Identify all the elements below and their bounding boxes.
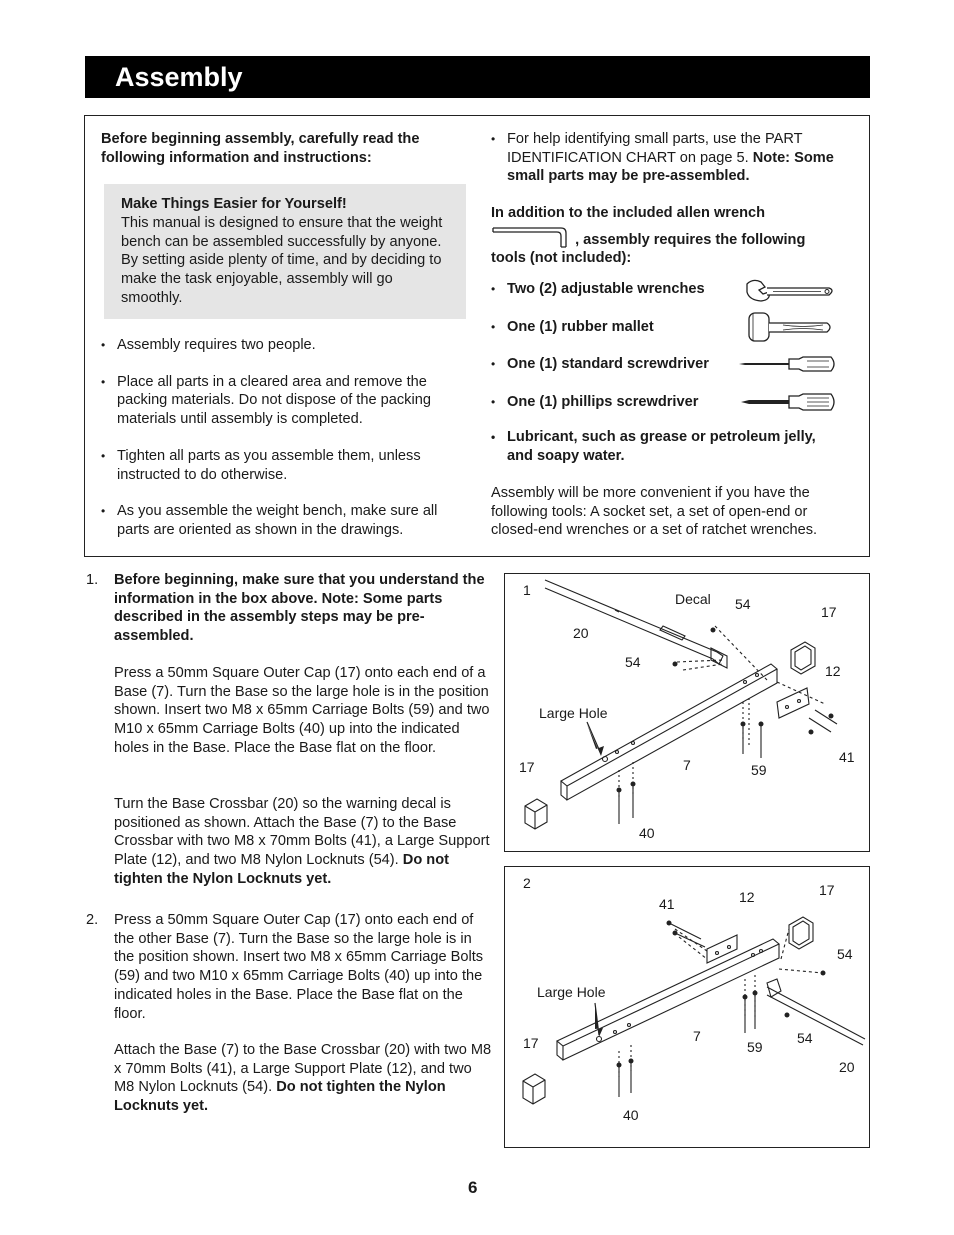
callout-label: 59: [747, 1039, 763, 1055]
tools-intro: [491, 204, 836, 268]
parts-chart-note: • For help identifying small parts, use the PART IDENTIFICATION CHART on page 5. Note: Some small parts may be pre-assembled.: [491, 131, 834, 185]
list-item: • Place all parts in a cleared area and remove the packing materials. Do not dispose of the packing materials until assembly is completed.: [101, 373, 466, 429]
callout-label: Large Hole: [539, 705, 608, 721]
callout-label: 40: [639, 825, 655, 841]
tool-item: • Two (2) adjustable wrenches: [491, 278, 841, 302]
diagram-2-drawing: [505, 867, 869, 1147]
tip-panel: [104, 184, 466, 319]
tool-label: Two (2) adjustable wrenches: [507, 281, 705, 297]
instructions-box: [84, 115, 870, 557]
tool-label: One (1) phillips screwdriver: [507, 394, 699, 410]
callout-label: 12: [825, 663, 841, 679]
figure-number: 2: [523, 875, 531, 891]
callout-label: 41: [839, 749, 855, 765]
left-bullet-list: [101, 336, 466, 540]
assembly-diagram-1: [504, 573, 870, 852]
step-number: 1.: [86, 572, 99, 588]
assembly-diagram-2: [504, 866, 870, 1148]
callout-label: 54: [735, 596, 751, 612]
allen-wrench-icon: [491, 223, 571, 249]
phillips-screwdriver-icon: [739, 391, 837, 413]
adjustable-wrench-icon: [743, 278, 835, 304]
rubber-mallet-icon: [743, 310, 835, 344]
tip-body: This manual is designed to ensure that the weight bench can be assembled successfully by anyone. By setting aside plenty of time, and by deciding to make the task enjoyable, assembly will go smoothly.: [121, 215, 443, 306]
callout-label: 12: [739, 889, 755, 905]
figure-number: 1: [523, 582, 531, 598]
lubricant-text: Lubricant, such as grease or petroleum jelly, and soapy water.: [507, 429, 816, 464]
list-item: • Assembly requires two people.: [101, 336, 466, 355]
callout-label: 17: [821, 604, 837, 620]
parts-chart-bold: Note: Some small parts may be pre-assembled.: [507, 149, 834, 185]
list-item: • As you assemble the weight bench, make sure all parts are oriented as shown in the drawings.: [101, 502, 466, 539]
step-1-p2-text: Turn the Base Crossbar (20) so the warning decal is positioned as shown. Attach the Base (7) to the Base Crossbar with two M8 x 70mm Bolts (41), a Large Support Plate (12), and two M8 Nylon Locknuts (54).: [114, 796, 490, 869]
callout-label: 54: [625, 654, 641, 670]
callout-label: 7: [683, 757, 691, 773]
callout-label: 54: [797, 1030, 813, 1046]
tools-intro-a: In addition to the included allen wrench: [491, 205, 766, 221]
convenience-note: Assembly will be more convenient if you have the following tools: A socket set, a set of open-end or closed-end wrenches or a set of ratchet wrenches.: [491, 485, 818, 539]
callout-label: 41: [659, 896, 675, 912]
tip-title: Make Things Easier for Yourself!: [121, 196, 347, 212]
step-number: 2.: [86, 912, 99, 928]
callout-label: Large Hole: [537, 984, 606, 1000]
section-header: [85, 56, 870, 98]
standard-screwdriver-icon: [737, 353, 837, 375]
tools-intro-b: , assembly requires the following tools (not included):: [491, 231, 806, 267]
tool-item: • One (1) rubber mallet: [491, 316, 841, 340]
parts-chart-text: For help identifying small parts, use the PART IDENTIFICATION CHART on page 5.: [507, 131, 803, 166]
callout-label: 17: [519, 759, 535, 775]
lubricant-note: • Lubricant, such as grease or petroleum jelly, and soapy water.: [491, 429, 816, 464]
tool-label: One (1) rubber mallet: [507, 319, 654, 335]
callout-label: 20: [573, 625, 589, 641]
step-2-p2-text: Attach the Base (7) to the Base Crossbar (20) with two M8 x 70mm Bolts (41), a Large Support Plate (12), and two M8 Nylon Locknuts (54).: [114, 1042, 492, 1096]
callout-label: 20: [839, 1059, 855, 1075]
callout-label: 40: [623, 1107, 639, 1123]
page-title: Assembly: [115, 62, 243, 92]
step-2-paragraph-2: [114, 1041, 496, 1116]
step-1-p2-bold: Do not tighten the Nylon Locknuts yet.: [114, 852, 449, 887]
step-2-p2-bold: Do not tighten the Nylon Locknuts yet.: [114, 1079, 446, 1115]
callout-label: 54: [837, 946, 853, 962]
callout-label: Decal: [675, 591, 711, 607]
callout-label: 17: [523, 1035, 539, 1051]
page-number: 6: [468, 1178, 478, 1197]
step-1-paragraph-1: Press a 50mm Square Outer Cap (17) onto each end of a Base (7). Turn the Base so the large hole is in the position shown. Insert two M8 x 65mm Carriage Bolts (59) and two M10 x 65mm Carriage Bolts (40) up into the indicated holes in the Base. Place the Base flat on the floor.: [114, 665, 490, 756]
intro-text: Before beginning assembly, carefully read the following information and instructions:: [101, 131, 420, 166]
callout-label: 59: [751, 762, 767, 778]
tool-label: One (1) standard screwdriver: [507, 356, 709, 372]
tool-item: • One (1) standard screwdriver: [491, 353, 841, 377]
step-1-intro: Before beginning, make sure that you understand the information in the box above. Note: Some parts described in the assembly steps may be pre-assembled.: [114, 572, 485, 645]
step-1-paragraph-2: [114, 795, 492, 889]
step-2-paragraph-1: Press a 50mm Square Outer Cap (17) onto each end of the other Base (7). Turn the Base so the large hole is in the position shown. Insert two M8 x 65mm Carriage Bolts (59) and two M10 x 65mm Carriage Bolts (40) up into the indicated holes in the Base. Place the Base flat on the floor.: [114, 912, 484, 1022]
tool-item: • One (1) phillips screwdriver: [491, 391, 841, 415]
list-item: • Tighten all parts as you assemble them, unless instructed to do otherwise.: [101, 447, 466, 484]
callout-label: 17: [819, 882, 835, 898]
callout-label: 7: [693, 1028, 701, 1044]
